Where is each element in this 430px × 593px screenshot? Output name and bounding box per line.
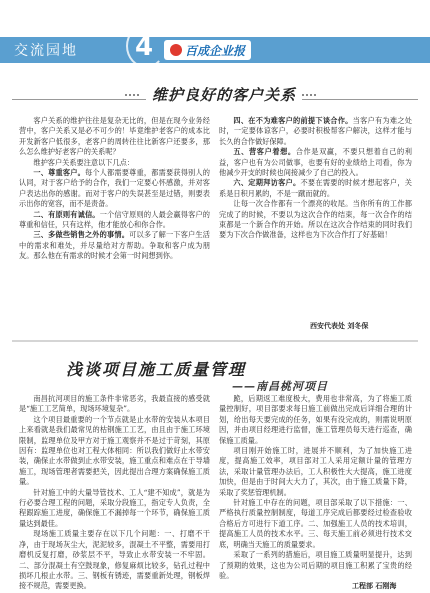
article2-subtitle: ——南昌桃河项目 xyxy=(232,380,328,393)
paragraph: 采取了一系列的措施后，项目施工质量明显提升，达到了预期的效果，这也为公司后期的项目施工积累了宝贵的经验。 xyxy=(219,550,412,580)
title-ornament-right xyxy=(302,94,316,104)
paragraph-body: 不要在需要的时候才想起客户，关系是日积月累的，不是一蹴而就的。 xyxy=(219,178,412,198)
paragraph: 项目刚开始施工时，进展并不顺利，为了加快施工进度，提高施工效率，项目部对工人采用定额计量的管理方法，采取计量管理办法后，工人积极性大大提高，施工进度加快，但是由于时间大大力了，其次，由于施工质量下降，采取了奖惩管理机制。 xyxy=(219,446,412,497)
paragraph xyxy=(19,168,210,210)
paragraph-lead: 一、尊重客户。 xyxy=(33,168,85,178)
paragraph-body: 每个人都需要尊重，都需要获得别人的认同，对于客户给予的合作，我们一定要心怀感激，并对客户表达出你的感谢。而对于客户的失误甚至是过错，则要表示出你的宽容，而不是责备。 xyxy=(19,168,210,209)
paragraph: 针对施工中的大量导管技术、工人“建不知成”，就是为行必要合理工程的问题，采取分段施工，指定专人负责，全程跟踪施工进度，确保施工不漏掉每一个环节，确保施工质量达到最佳。 xyxy=(19,487,210,528)
paragraph: 客户关系的维护往往是复杂无比的，但是在现今业务经营中，客户关系又是必不可少的！毕竟维护老客户的成本比开发新客户低很多，老客户的周转往往比新客户还要多，那么怎么维护好老客户的关系呢？ xyxy=(19,116,210,157)
paragraph xyxy=(19,230,210,261)
article2-title: 浅谈项目施工质量管理 xyxy=(66,360,247,379)
paragraph: 维护客户关系要注意以下几点： xyxy=(33,157,135,167)
article-divider xyxy=(12,340,418,342)
page-header xyxy=(0,0,430,66)
page-number: 4 xyxy=(134,32,154,62)
paragraph: 这个项目最重要的一个节点就是止水带的安装从本项目上来看就是我们最常见的枯钢施工工艺，由且由于施工环境限制，监理单位及甲方对于施工观察并不是过于苛刻，其原因有：监理单位也对工程大体相同：所以我们做好止水带安装，确保止水带做到止水带安装，施工重点和难点在于导墙施工，现场管理者需要把关，因此提出合理方案确保施工质量。 xyxy=(19,414,210,487)
article2-column-right xyxy=(219,394,412,581)
article1-author: 西安代表处 刘冬保 xyxy=(310,321,369,330)
article1-column-right xyxy=(219,116,412,241)
article2-column-left xyxy=(19,394,210,592)
paragraph-body: 当客户有为难之处时，一定要体谅客户，必要时积极帮客户解决，这样才能与长久的合作做好保障。 xyxy=(219,116,412,146)
section-label: 交流园地 xyxy=(14,43,78,59)
paragraph-lead: 二、有原则有诚信。 xyxy=(33,209,100,219)
paragraph: 跪，后期返工难度极大，费用也非常高，为了将施工质量控制好，项目部要求每日施工前做出完成后详细合理的计划，给出每天要完成的任务，如果有没完成的，则需说明原因，并由项目经理进行监督，施工管理员每天进行巡查，确保施工质量。 xyxy=(219,394,412,445)
paragraph-lead: 六、定期拜访客户。 xyxy=(233,178,301,188)
article2-author: 工程部 石刚海 xyxy=(352,581,397,590)
paragraph-lead: 三、多做些销售之外的事情。 xyxy=(33,230,130,240)
paragraph-lead: 四、在不为难客户的前提下谈合作。 xyxy=(233,116,353,125)
paragraph-lead: 五、营客户着想。 xyxy=(233,147,296,157)
logo-text: 百成企业报 xyxy=(185,43,246,58)
article1-title: 维护良好的客户关系 xyxy=(146,84,302,105)
paragraph xyxy=(219,178,412,199)
logo-mark-icon xyxy=(170,44,182,56)
paragraph-body: 一个信守原则的人最会赢得客户的尊重和信任，只有这样，他才能放心和你合作。 xyxy=(19,209,210,230)
paragraph: 针对施工中存在的问题，项目部采取了以下措施：一、严格执行质量控制制度，每道工序完成后都要经过检查验收合格后方可进行下道工序。二、加强施工人员的技术培训，提高施工人员的技术水平。三、每天施工前必须进行技术交底，明确当天施工的质量要求。 xyxy=(219,498,412,549)
paragraph: 南昌抗河项目的施工条件非常恶劣，我最直接的感受就是“施工工艺简单，现场环境复杂”。 xyxy=(19,394,210,414)
paragraph-body: 合作是双赢，不要只想着自己的利益，客户也有为公司做事，也要有好的业绩给上司看，你为他减少开支的时候也间接减少了自己的投入。 xyxy=(219,147,412,178)
paragraph xyxy=(219,147,412,178)
paragraph xyxy=(219,116,412,147)
paragraph xyxy=(19,210,210,231)
article1-title-bar xyxy=(12,82,418,114)
paragraph-body: 可以多了解一下客户生活中的需求和难处，并尽量给对方帮助。争取和客户成为朋友。那么他在有需求的时候才会第一时间想到你。 xyxy=(19,230,210,261)
paragraph: 让每一次合作都有一个漂亮的收尾。当你所有的工作都完成了的时候，不要以为这次合作的结束，每一次合作的结束都是一个新合作的开始。所以在这次合作结束的同时我们要为下次合作做准备，这样也为下次合作打了好基础！ xyxy=(219,199,412,240)
newspaper-logo xyxy=(164,40,251,60)
article1-column-left xyxy=(19,116,210,262)
title-ornament-left xyxy=(125,94,139,104)
paragraph: 现场施工质量主要存在以下几个问题：一、打磨不干净，由于现场灰尘大，泥泥较多，混凝土不平整，需要用打磨机反复打磨，砂浆层不平，导致止水带安装一不牢固。二、部分混凝土有空鼓现象，修复麻烦比较多，钻孔过程中损坏几根止水带。三、钢板有锈迹，需要重新处理，钢板焊接不规范，需要更换。 xyxy=(19,529,210,591)
